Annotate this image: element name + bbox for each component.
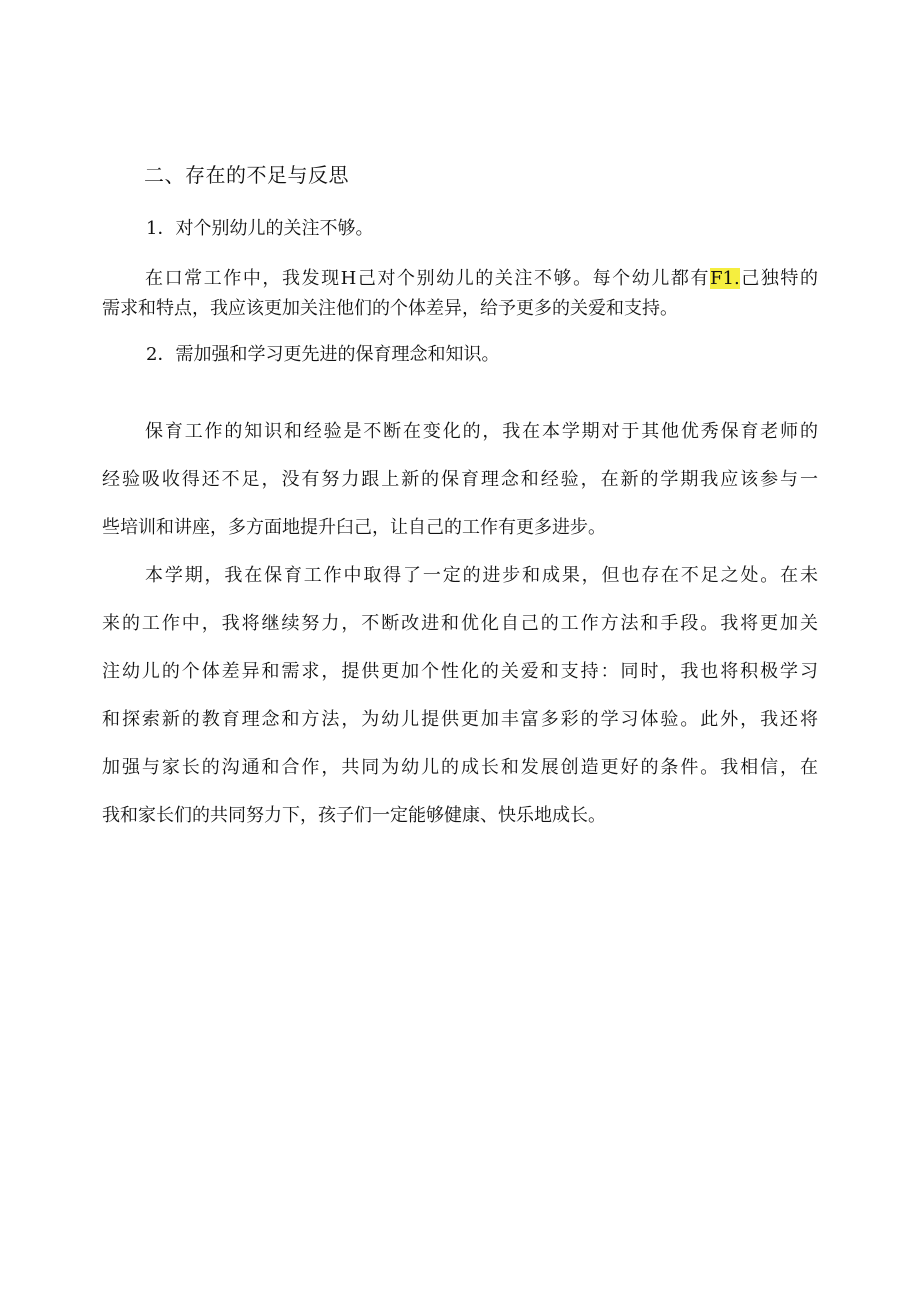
list-item-1: 1．对个别幼儿的关注不够。 <box>146 218 374 239</box>
list-item-2: 2．需加强和学习更先进的保育理念和知识。 <box>146 344 500 365</box>
paragraph-3-line-5: 加强与家长的沟通和合作，共同为幼儿的成长和发展创造更好的条件。我相信，在 <box>102 757 818 778</box>
paragraph-3 <box>102 552 818 840</box>
paragraph-2-line-1: 保育工作的知识和经验是不断在变化的，我在本学期对于其他优秀保育老师的 <box>145 421 818 442</box>
paragraph-1-line-1 <box>102 264 818 294</box>
paragraph-3-line-6: 我和家长们的共同努力下，孩子们一定能够健康、快乐地成长。 <box>102 805 606 826</box>
paragraph-3-line-4: 和探索新的教育理念和方法，为幼儿提供更加丰富多彩的学习体验。此外，我还将 <box>102 709 818 730</box>
paragraph-2-line-2: 经验吸收得还不足，没有努力跟上新的保育理念和经验，在新的学期我应该参与一 <box>102 469 818 490</box>
paragraph-1 <box>102 264 818 324</box>
paragraph-1-text-a: 在口常工作中，我发现H己对个别幼儿的关注不够。每个幼儿都有 <box>145 268 711 289</box>
paragraph-1-line-2: 需求和特点，我应该更加关注他们的个体差异，给予更多的关爱和支持。 <box>102 298 678 319</box>
paragraph-3-line-3: 注幼儿的个体差异和需求，提供更加个性化的关爱和支持：同时，我也将积极学习 <box>102 661 818 682</box>
section-heading: 二、存在的不足与反思 <box>144 163 349 187</box>
paragraph-3-line-1: 本学期，我在保育工作中取得了一定的进步和成果，但也存在不足之处。在未 <box>145 565 818 586</box>
paragraph-1-text-b: 己独特的 <box>739 268 818 289</box>
paragraph-2-line-3: 些培训和讲座，多方面地提升臼己，让自己的工作有更多进步。 <box>102 517 606 538</box>
paragraph-3-line-2: 来的工作中，我将继续努力，不断改进和优化自己的工作方法和手段。我将更加关 <box>102 613 818 634</box>
paragraph-2 <box>102 408 818 552</box>
highlighted-text: F1. <box>710 268 740 289</box>
